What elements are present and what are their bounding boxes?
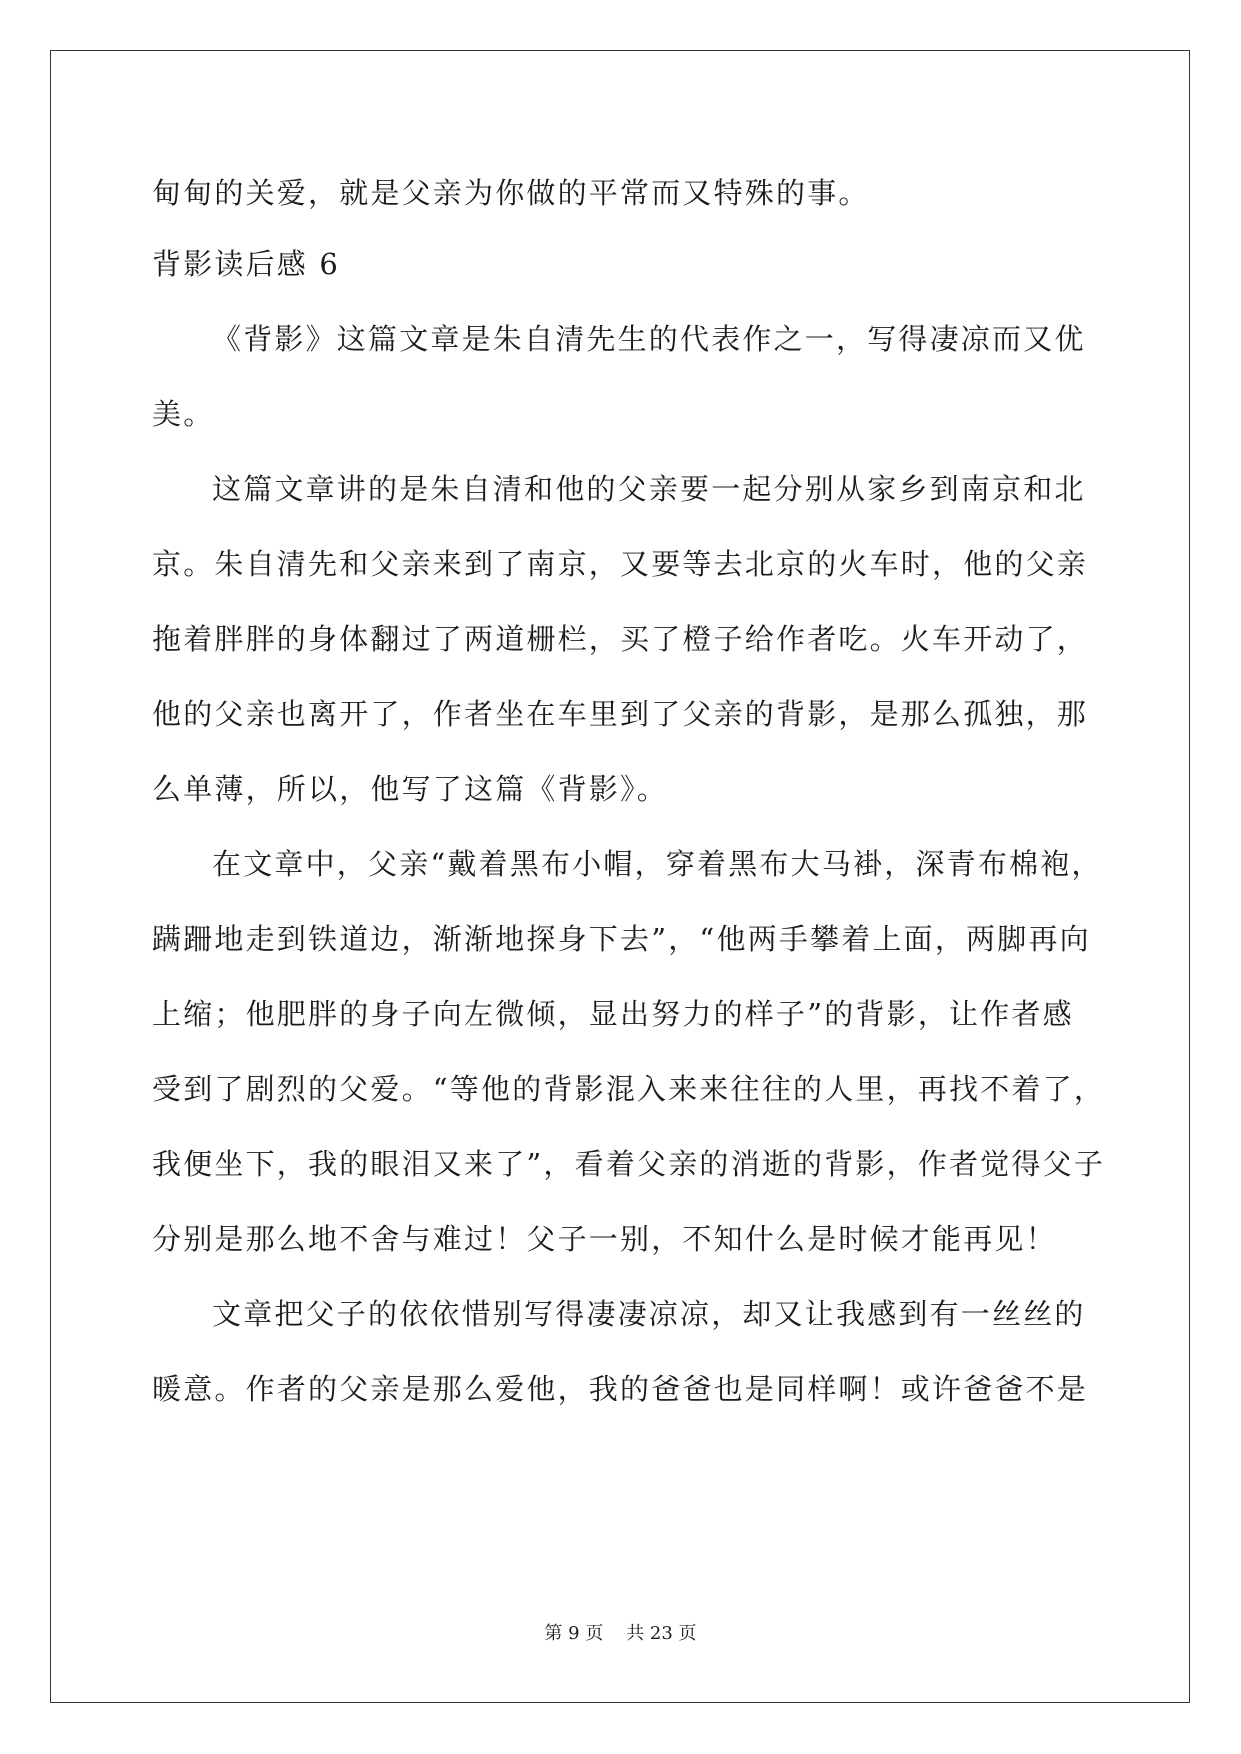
body-line-1: 甸甸的关爱，就是父亲为你做的平常而又特殊的事。 [152,176,870,210]
body-line-9: 么单薄，所以，他写了这篇《背影》。 [152,772,668,806]
body-line-12: 上缩；他肥胖的身子向左微倾，显出努力的样子”的背影，让作者感 [152,997,1074,1031]
body-line-3: 《背影》这篇文章是朱自清先生的代表作之一，写得凄凉而又优 [212,322,1086,356]
page-number-footer: 第 9 页 共 23 页 [544,1623,697,1644]
body-line-16: 文章把父子的依依惜别写得凄凄凉凉，却又让我感到有一丝丝的 [212,1297,1086,1331]
body-line-4: 美。 [152,397,215,431]
body-line-17: 暖意。作者的父亲是那么爱他，我的爸爸也是同样啊！或许爸爸不是 [152,1372,1089,1406]
body-line-14: 我便坐下，我的眼泪又来了”，看着父亲的消逝的背影，作者觉得父子 [152,1147,1106,1181]
body-line-6: 京。朱自清先和父亲来到了南京，又要等去北京的火车时，他的父亲 [152,547,1089,581]
body-line-5: 这篇文章讲的是朱自清和他的父亲要一起分别从家乡到南京和北 [212,472,1086,506]
section-heading: 背影读后感 6 [152,247,341,281]
body-line-10: 在文章中，父亲“戴着黑布小帽，穿着黑布大马褂，深青布棉袍， [212,847,1103,881]
body-line-7: 拖着胖胖的身体翻过了两道栅栏，买了橙子给作者吃。火车开动了， [152,622,1089,656]
body-line-8: 他的父亲也离开了，作者坐在车里到了父亲的背影，是那么孤独，那 [152,697,1089,731]
body-line-13: 受到了剧烈的父爱。“等他的背影混入来来往往的人里，再找不着了， [152,1072,1106,1106]
body-line-15: 分别是那么地不舍与难过！父子一别，不知什么是时候才能再见！ [152,1222,1057,1256]
body-line-11: 蹒跚地走到铁道边，渐渐地探身下去”，“他两手攀着上面，两脚再向 [152,922,1091,956]
